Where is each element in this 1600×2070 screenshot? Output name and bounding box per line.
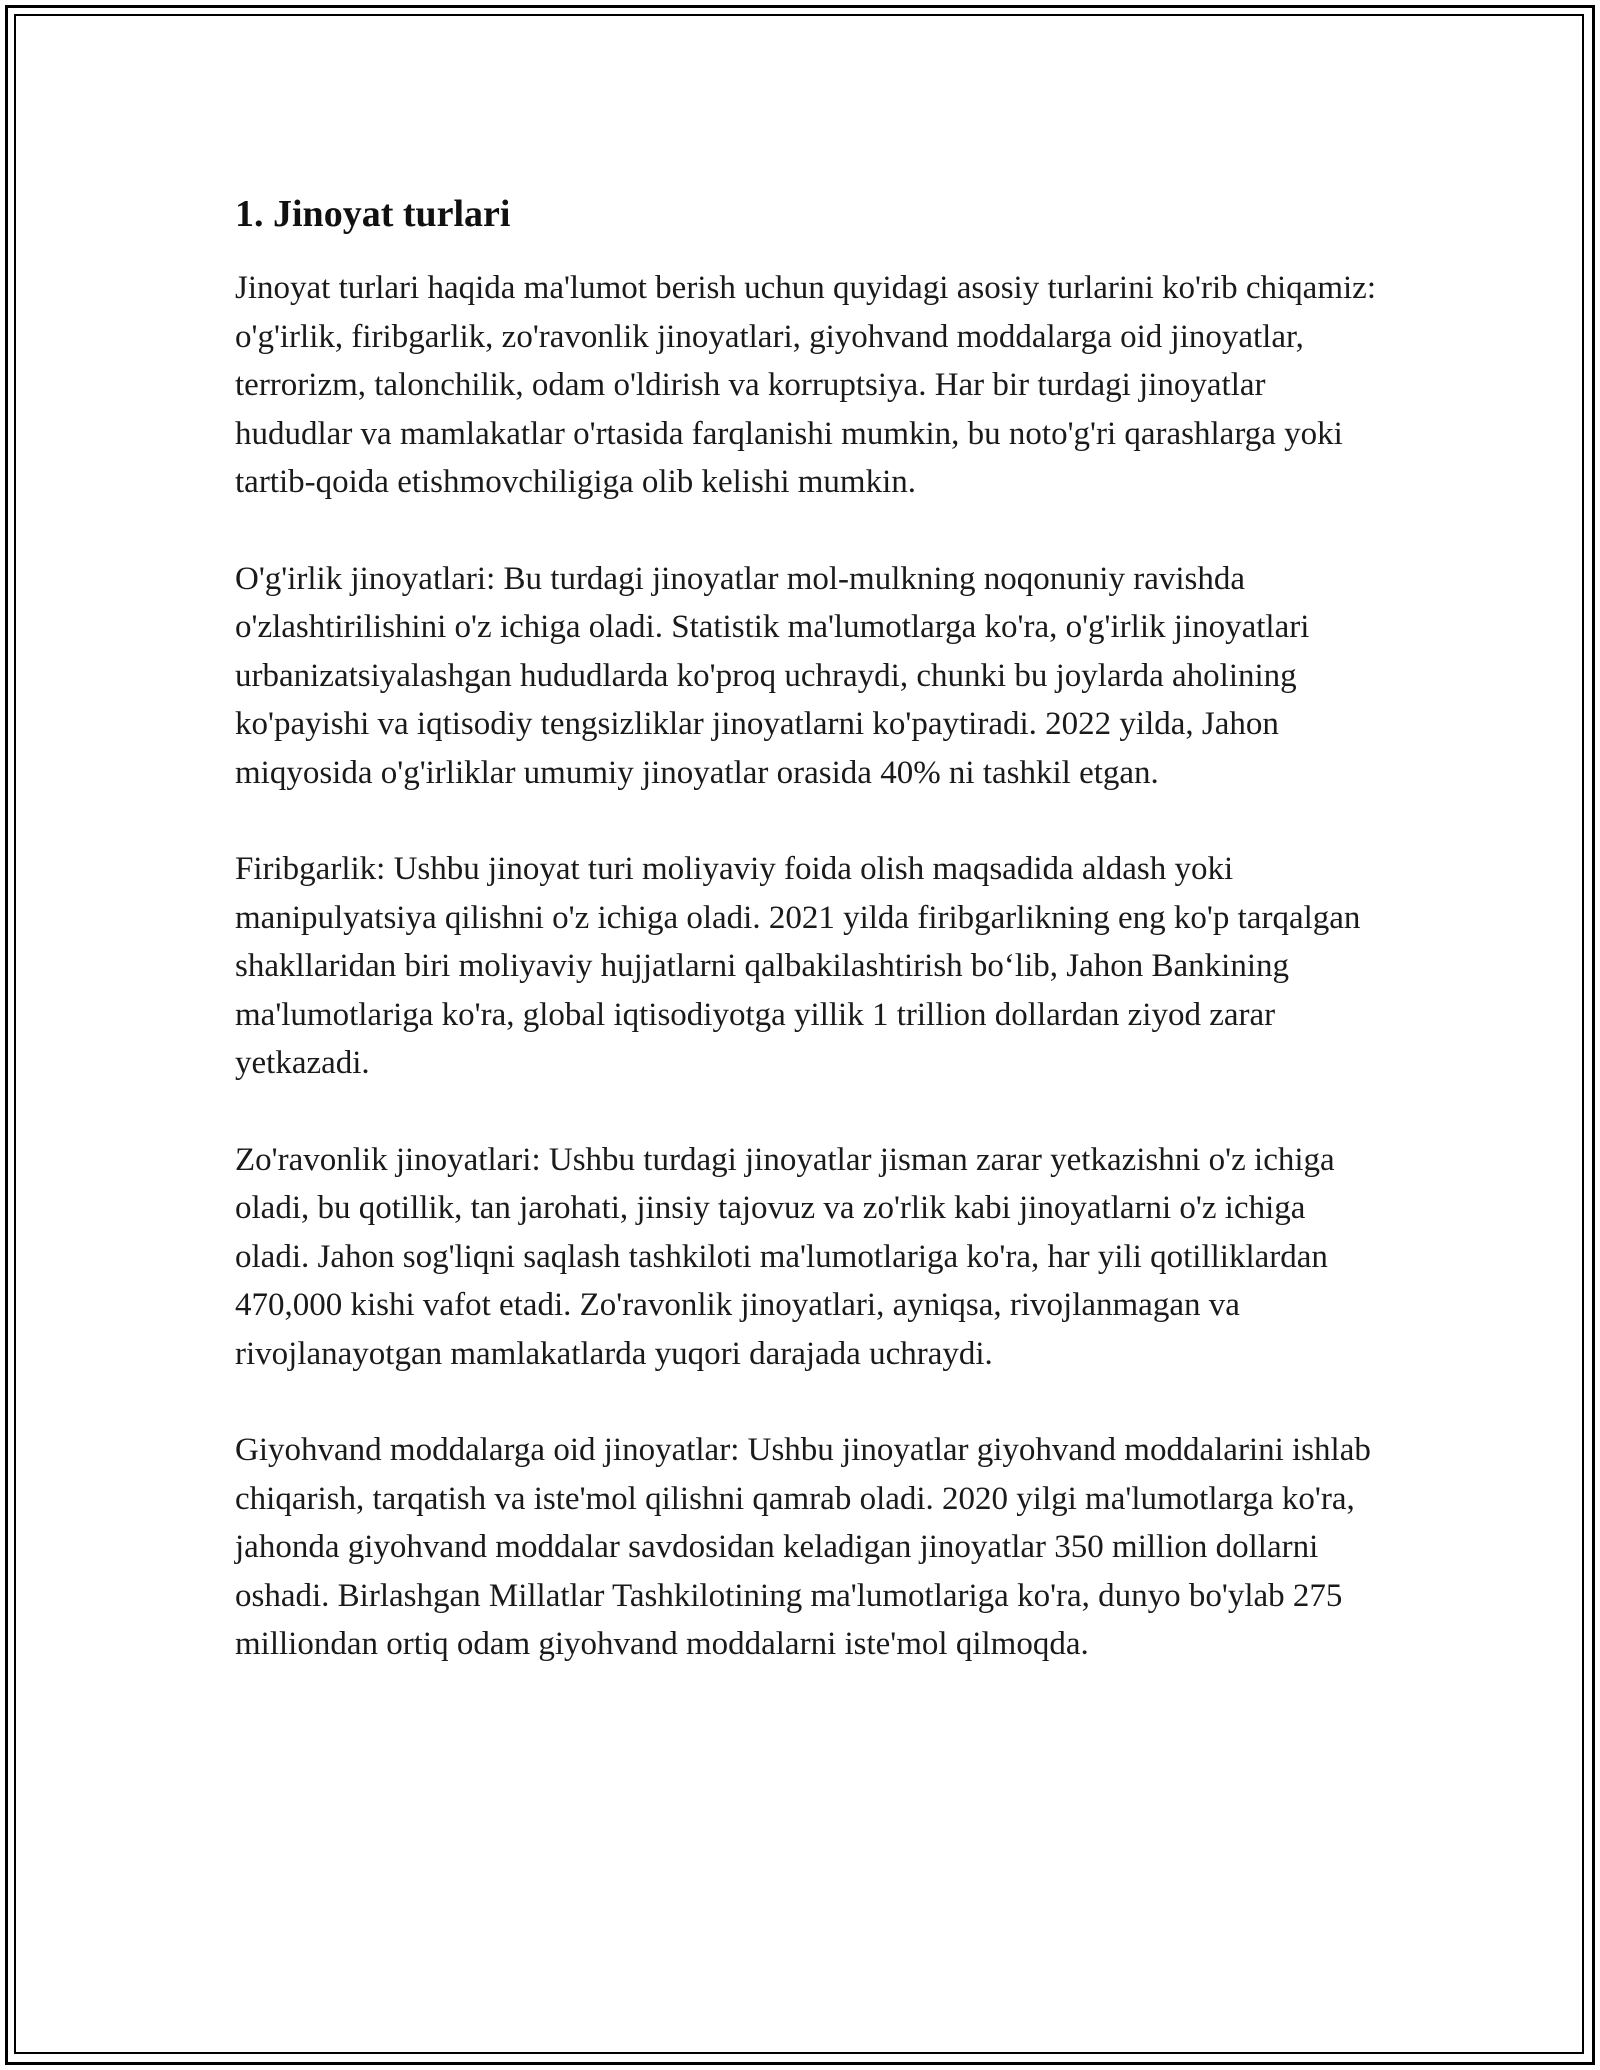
intro-paragraph: Jinoyat turlari haqida ma'lumot berish uchun quyidagi asosiy turlarini ko'rib chiqamiz: o'g'irlik, firibgarlik, zo'ravonlik jinoyatlari, giyohvand moddalarga oid jinoyatlar, terrorizm, talonchilik, odam o'ldirish va korruptsiya. Har bir turdagi jinoyatlar hududlar va mamlakatlar o'rtasida farqlanishi mumkin, bu noto'g'ri qarashlarga yoki tartib-qoida etishmovchiligiga olib kelishi mumkin. — [235, 270, 1376, 500]
theft-paragraph: O'g'irlik jinoyatlari: Bu turdagi jinoyatlar mol-mulkning noqonuniy ravishda o'zlashtirilishini o'z ichiga oladi. Statistik ma'lumotlarga ko'ra, o'g'irlik jinoyatlari urbanizatsiyalashgan hududlarda ko'proq uchraydi, chunki bu joylarda aholining ko'payishi va iqtisodiy tengsizliklar jinoyatlarni ko'paytiradi. 2022 yilda, Jahon miqyosida o'g'irliklar umumiy jinoyatlar orasida 40% ni tashkil etgan. — [235, 560, 1310, 791]
fraud-paragraph: Firibgarlik: Ushbu jinoyat turi moliyaviy foida olish maqsadida aldash yoki manipulyatsiya qilishni o'z ichiga oladi. 2021 yilda firibgarlikning eng ko'p tarqalgan shakllaridan biri moliyaviy hujjatlarni qalbakilashtirish bo‘lib, Jahon Bankining ma'lumotlariga ko'ra, global iqtisodiyotga yillik 1 trillion dollardan ziyod zarar yetkazadi. — [235, 851, 1361, 1081]
document-body — [235, 188, 1385, 1717]
violent-crime-paragraph: Zo'ravonlik jinoyatlari: Ushbu turdagi jinoyatlar jisman zarar yetkazishni o'z ichiga oladi, bu qotillik, tan jarohati, jinsiy tajovuz va zo'rlik kabi jinoyatlarni o'z ichiga oladi. Jahon sog'liqni saqlash tashkiloti ma'lumotlariga ko'ra, har yili qotilliklardan 470,000 kishi vafot etadi. Zo'ravonlik jinoyatlari, ayniqsa, rivojlanmagan va rivojlanayotgan mamlakatlarda yuqori darajada uchraydi. — [235, 1141, 1335, 1372]
drug-crime-paragraph: Giyohvand moddalarga oid jinoyatlar: Ushbu jinoyatlar giyohvand moddalarini ishlab chiqarish, tarqatish va iste'mol qilishni qamrab oladi. 2020 yilgi ma'lumotlarga ko'ra, jahonda giyohvand moddalar savdosidan keladigan jinoyatlar 350 million dollarni oshadi. Birlashgan Millatlar Tashkilotining ma'lumotlariga ko'ra, dunyo bo'ylab 275 milliondan ortiq odam giyohvand moddalarni iste'mol qilmoqda. — [235, 1432, 1371, 1662]
section-heading: 1. Jinoyat turlari — [235, 193, 511, 235]
